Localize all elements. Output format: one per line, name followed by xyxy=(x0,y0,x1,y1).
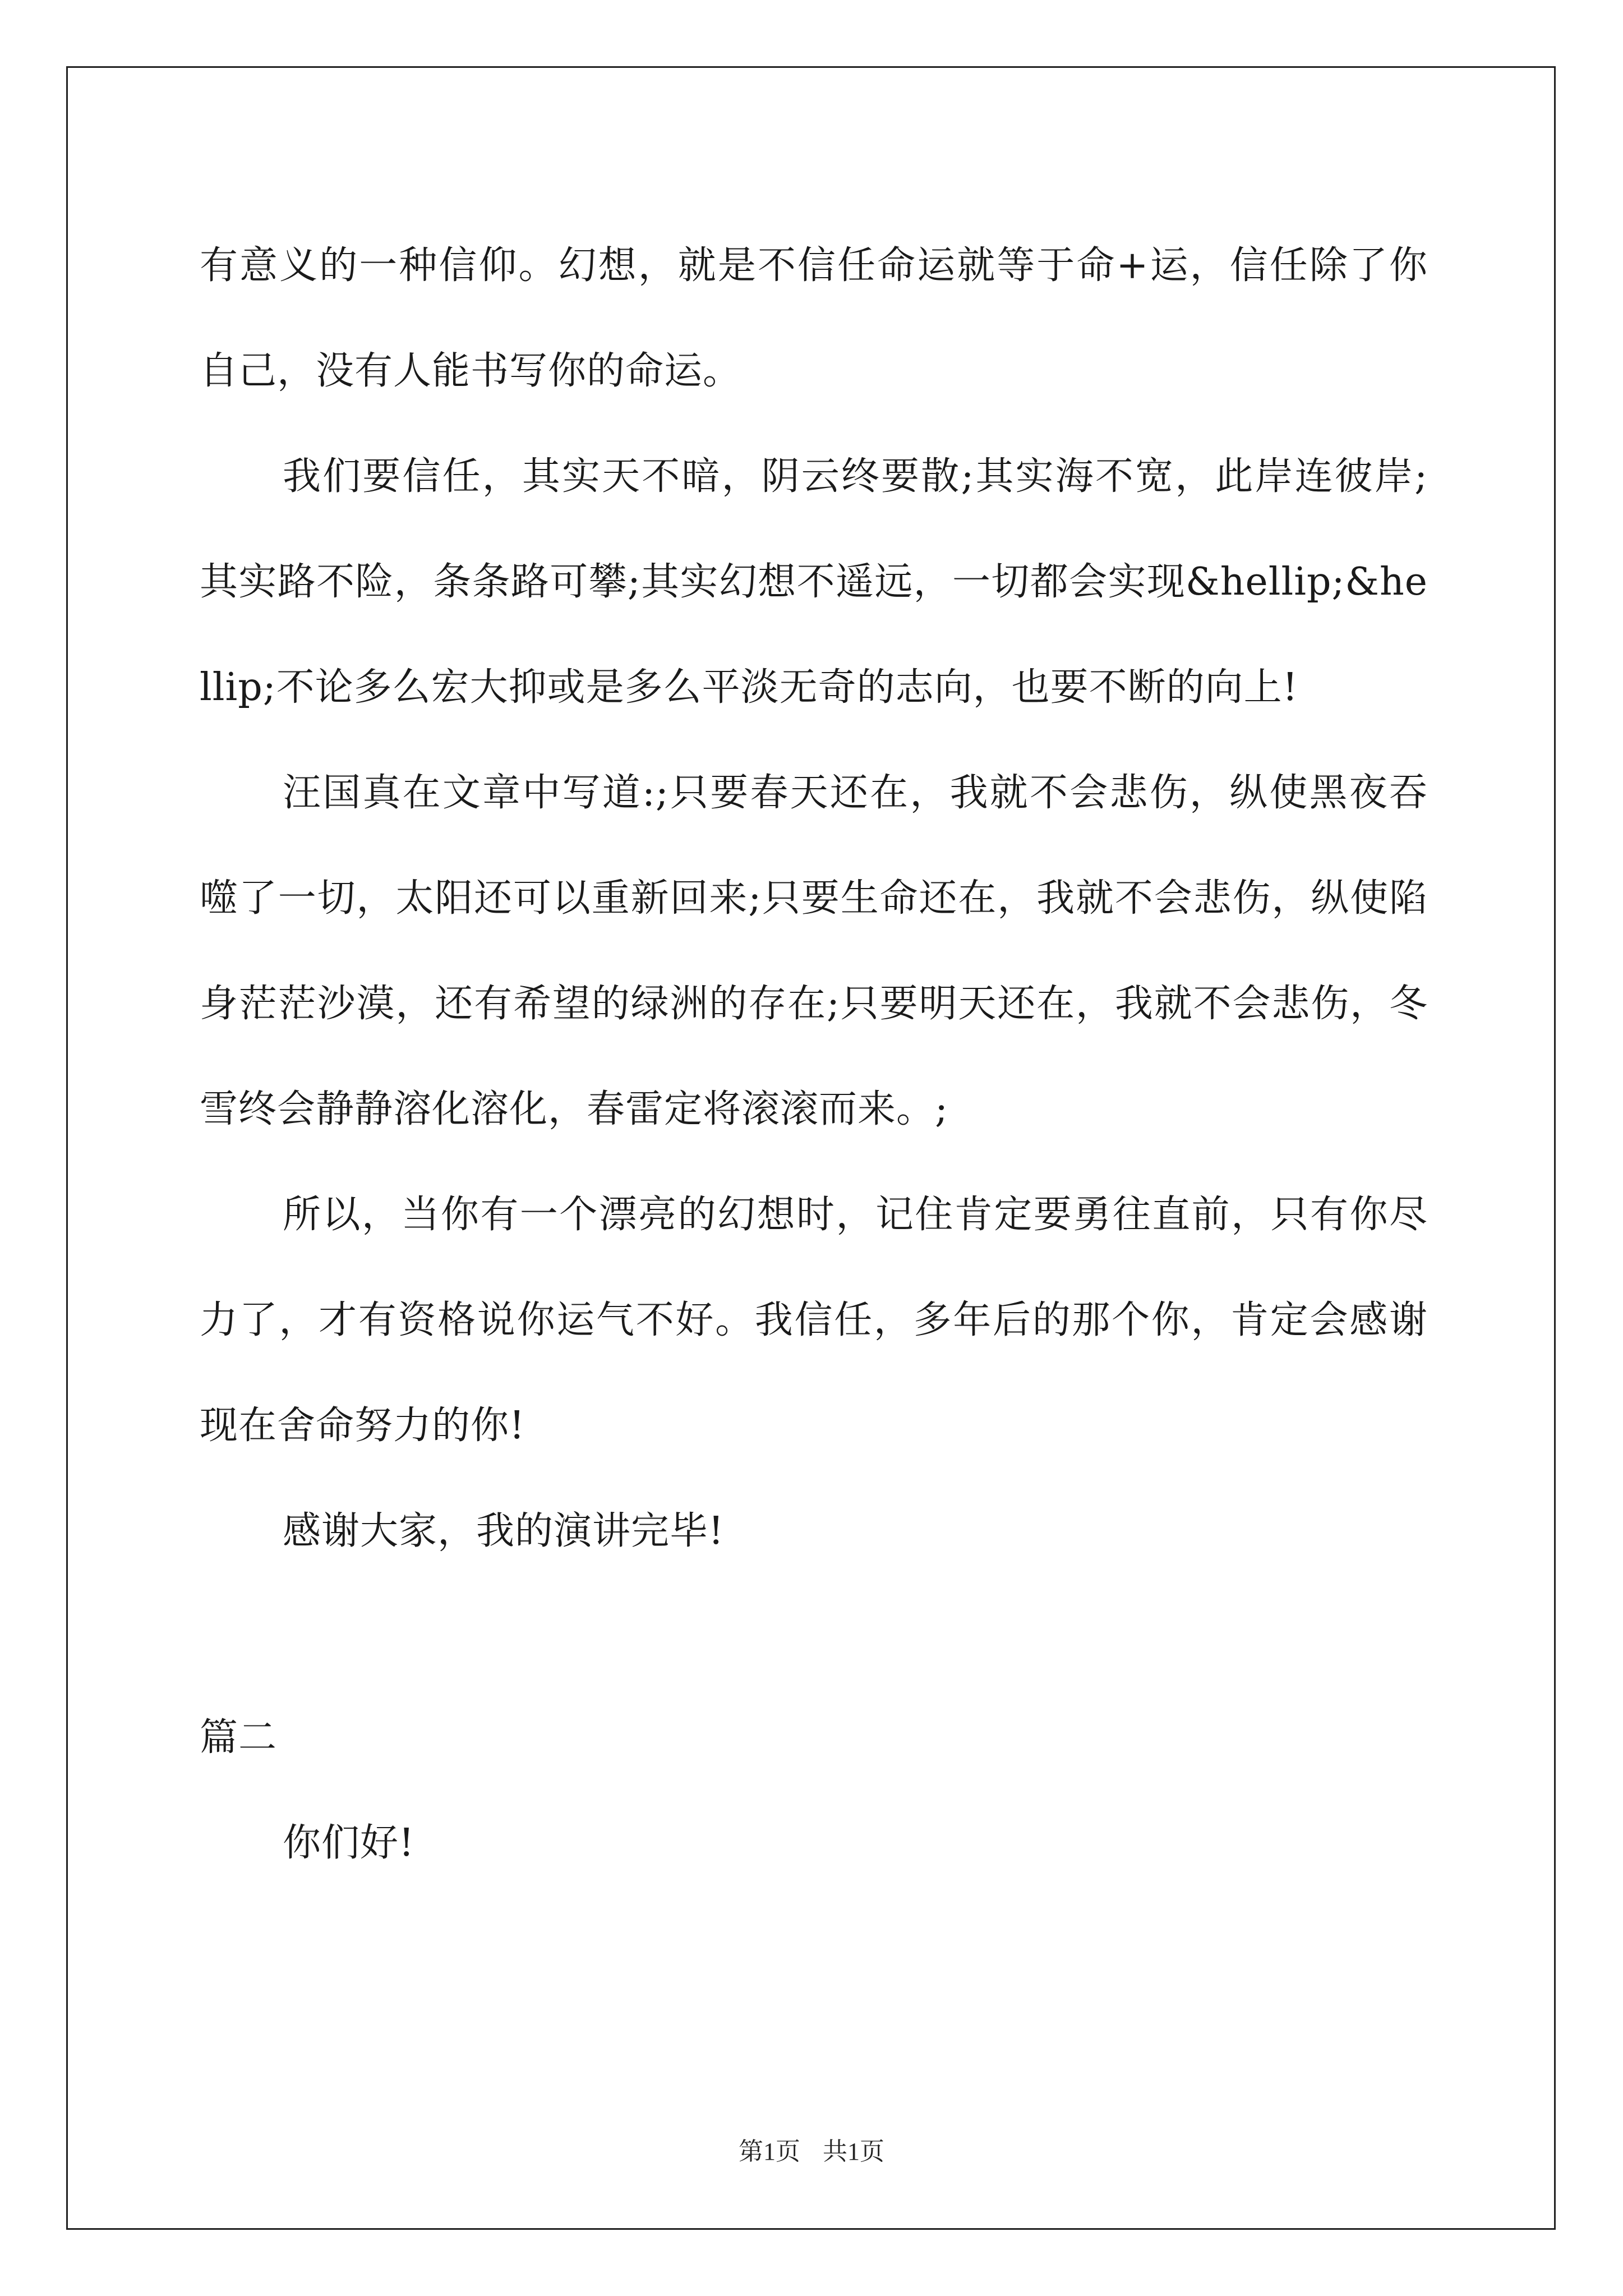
paragraph-1: 有意义的一种信仰。幻想，就是不信任命运就等于命+运，信任除了你自己，没有人能书写你的命运。 xyxy=(200,243,1428,393)
document-body xyxy=(200,213,1428,1896)
page-footer xyxy=(0,2135,1623,2169)
page-total: 共1页 xyxy=(823,2138,884,2165)
page-number: 第1页 xyxy=(739,2138,800,2165)
paragraph-4: 所以，当你有一个漂亮的幻想时，记住肯定要勇往直前，只有你尽力了，才有资格说你运气不好。我信任，多年后的那个你，肯定会感谢现在舍命努力的你! xyxy=(200,1193,1428,1448)
paragraph-5: 感谢大家，我的演讲完毕! xyxy=(283,1509,725,1553)
paragraph-3: 汪国真在文章中写道:;只要春天还在，我就不会悲伤，纵使黑夜吞噬了一切，太阳还可以重新回来;只要生命还在，我就不会悲伤，纵使陷身茫茫沙漠，还有希望的绿洲的存在;只要明天还在，我就不会悲伤，冬雪终会静静溶化溶化，春雷定将滚滚而来。; xyxy=(200,771,1428,1131)
paragraph-2: 我们要信任，其实天不暗，阴云终要散;其实海不宽，此岸连彼岸;其实路不险，条条路可攀;其实幻想不遥远，一切都会实现&hellip;&hellip;不论多么宏大抑或是多么平淡无奇的志向，也要不断的向上! xyxy=(200,454,1428,710)
section-heading: 篇二 xyxy=(200,1715,278,1760)
greeting: 你们好! xyxy=(283,1821,415,1865)
